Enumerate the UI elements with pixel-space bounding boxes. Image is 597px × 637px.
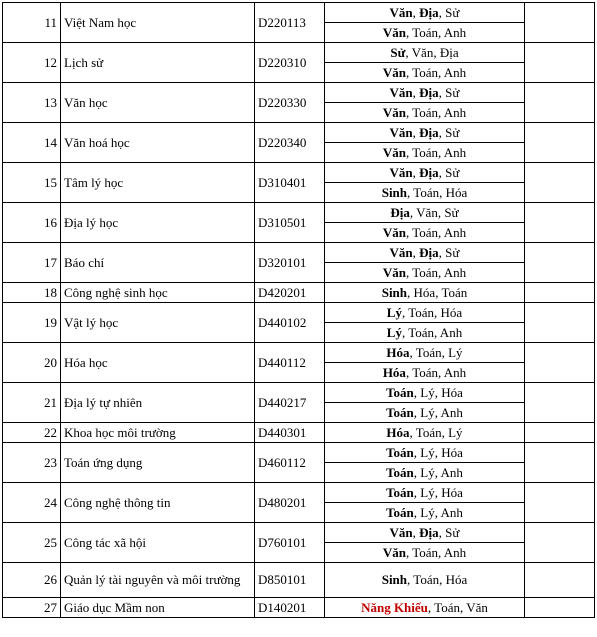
empty-cell xyxy=(525,83,595,123)
subject-text: , Sử xyxy=(438,4,460,20)
admissions-table xyxy=(2,2,595,618)
major-name: Địa lý tự nhiên xyxy=(61,383,255,423)
subject-text: , Văn, Địa xyxy=(405,44,459,60)
main-subject: Địa xyxy=(419,124,439,140)
subject-text: , Toán, Lý xyxy=(409,424,463,440)
major-name: Văn hoá học xyxy=(61,123,255,163)
subject-text: , Toán, Anh xyxy=(405,144,467,160)
subject-combo xyxy=(325,563,525,598)
main-subject: Sinh xyxy=(381,572,408,587)
table-row xyxy=(3,203,595,223)
subject-combo xyxy=(325,463,525,483)
row-number: 17 xyxy=(3,243,61,283)
table-row xyxy=(3,163,595,183)
subject-text: , Lý, Hóa xyxy=(413,384,463,400)
subject-text: , Toán, Anh xyxy=(405,224,467,240)
subject-text: , Sử xyxy=(438,244,460,260)
main-subject: Sử xyxy=(390,44,406,60)
main-subject: Sinh xyxy=(381,184,408,200)
major-code: D220330 xyxy=(255,83,325,123)
subject-combo xyxy=(325,383,525,403)
main-subject: Lý xyxy=(386,304,402,320)
empty-cell xyxy=(525,483,595,523)
row-number: 12 xyxy=(3,43,61,83)
subject-combo xyxy=(325,343,525,363)
main-subject: Văn xyxy=(389,244,413,260)
table-row xyxy=(3,3,595,23)
empty-cell xyxy=(525,563,595,598)
subject-text: , xyxy=(412,4,420,20)
subject-combo xyxy=(325,423,525,443)
major-name: Vật lý học xyxy=(61,303,255,343)
subject-combo xyxy=(325,63,525,83)
main-subject: Văn xyxy=(389,164,413,180)
main-subject: Địa xyxy=(390,204,410,220)
main-subject: Văn xyxy=(382,224,406,240)
main-subject: Văn xyxy=(389,124,413,140)
main-subject: Năng Khiếu xyxy=(361,599,428,615)
major-name: Khoa học môi trường xyxy=(61,423,255,443)
table-body xyxy=(3,3,595,618)
row-number: 18 xyxy=(3,283,61,303)
major-name: Giáo dục Mầm non xyxy=(61,598,255,618)
subject-text: , Lý, Anh xyxy=(413,464,463,480)
subject-text: , Toán, Hóa xyxy=(407,184,468,200)
subject-combo xyxy=(325,243,525,263)
major-name: Công nghệ sinh học xyxy=(61,283,255,303)
empty-cell xyxy=(525,443,595,483)
subject-combo xyxy=(325,103,525,123)
row-number: 23 xyxy=(3,443,61,483)
main-subject: Văn xyxy=(382,104,406,120)
major-code: D220113 xyxy=(255,3,325,43)
main-subject: Văn xyxy=(389,524,413,540)
main-subject: Văn xyxy=(382,64,406,80)
row-number: 20 xyxy=(3,343,61,383)
major-code: D320101 xyxy=(255,243,325,283)
row-number: 21 xyxy=(3,383,61,423)
subject-text: , xyxy=(412,524,420,540)
main-subject: Địa xyxy=(419,524,439,540)
major-code: D310501 xyxy=(255,203,325,243)
major-code: D220310 xyxy=(255,43,325,83)
row-number: 16 xyxy=(3,203,61,243)
subject-combo xyxy=(325,403,525,423)
table-row xyxy=(3,563,595,598)
subject-combo xyxy=(325,43,525,63)
table-row xyxy=(3,523,595,543)
subject-combo xyxy=(325,143,525,163)
subject-combo xyxy=(325,323,525,343)
subject-text: , Sử xyxy=(438,524,460,540)
table-row xyxy=(3,303,595,323)
subject-text: , Toán, Văn xyxy=(427,599,488,615)
main-subject: Văn xyxy=(389,4,413,20)
subject-combo xyxy=(325,483,525,503)
subject-text: , Toán, Hóa xyxy=(401,304,463,320)
major-code: D140201 xyxy=(255,598,325,618)
major-name: Công nghệ thông tin xyxy=(61,483,255,523)
main-subject: Toán xyxy=(386,504,414,520)
row-number: 15 xyxy=(3,163,61,203)
major-name: Báo chí xyxy=(61,243,255,283)
row-number: 13 xyxy=(3,83,61,123)
subject-text: , Toán, Anh xyxy=(405,544,467,560)
table-row xyxy=(3,383,595,403)
main-subject: Toán xyxy=(386,384,414,400)
main-subject: Văn xyxy=(389,84,413,100)
subject-text: , Sử xyxy=(438,84,460,100)
major-name: Việt Nam học xyxy=(61,3,255,43)
main-subject: Địa xyxy=(419,244,439,260)
subject-text: , Hóa, Toán xyxy=(407,284,468,300)
empty-cell xyxy=(525,43,595,83)
subject-combo xyxy=(325,3,525,23)
row-number: 19 xyxy=(3,303,61,343)
empty-cell xyxy=(525,383,595,423)
subject-combo xyxy=(325,203,525,223)
subject-combo xyxy=(325,598,525,618)
empty-cell xyxy=(525,523,595,563)
main-subject: Hóa xyxy=(386,344,410,360)
empty-cell xyxy=(525,203,595,243)
table-row xyxy=(3,423,595,443)
subject-combo xyxy=(325,543,525,563)
subject-text: , Lý, Hóa xyxy=(413,484,463,500)
empty-cell xyxy=(525,598,595,618)
subject-text: , Sử xyxy=(438,164,460,180)
empty-cell xyxy=(525,243,595,283)
table-row xyxy=(3,43,595,63)
subject-combo xyxy=(325,283,525,303)
major-code: D760101 xyxy=(255,523,325,563)
main-subject: Hóa xyxy=(386,424,410,440)
subject-text: , xyxy=(412,124,420,140)
major-code: D440112 xyxy=(255,343,325,383)
major-name: Tâm lý học xyxy=(61,163,255,203)
subject-text: , xyxy=(412,164,420,180)
subject-text: , Toán, Anh xyxy=(405,264,467,280)
subject-text: , Toán, Anh xyxy=(401,324,463,340)
subject-text: , Toán, Anh xyxy=(405,104,467,120)
major-code: D480201 xyxy=(255,483,325,523)
row-number: 24 xyxy=(3,483,61,523)
subject-text: , Văn, Sử xyxy=(409,204,459,220)
table-row xyxy=(3,243,595,263)
main-subject: Địa xyxy=(419,164,439,180)
row-number: 11 xyxy=(3,3,61,43)
empty-cell xyxy=(525,3,595,43)
major-code: D440217 xyxy=(255,383,325,423)
main-subject: Hóa xyxy=(382,364,406,380)
main-subject: Toán xyxy=(386,444,414,460)
subject-text: , Toán, Hóa xyxy=(407,572,468,587)
subject-combo xyxy=(325,443,525,463)
subject-text: , Toán, Anh xyxy=(405,24,467,40)
subject-text: , Lý, Anh xyxy=(413,404,463,420)
table-row xyxy=(3,598,595,618)
subject-text: , Sử xyxy=(438,124,460,140)
subject-combo xyxy=(325,123,525,143)
major-name: Văn học xyxy=(61,83,255,123)
subject-text: , xyxy=(412,244,420,260)
table-row xyxy=(3,343,595,363)
table-row xyxy=(3,443,595,463)
major-code: D850101 xyxy=(255,563,325,598)
major-name: Lịch sử xyxy=(61,43,255,83)
subject-combo xyxy=(325,363,525,383)
row-number: 25 xyxy=(3,523,61,563)
major-name: Quản lý tài nguyên và môi trường xyxy=(61,563,255,598)
subject-text: , xyxy=(412,84,420,100)
row-number: 26 xyxy=(3,563,61,598)
main-subject: Văn xyxy=(382,144,406,160)
empty-cell xyxy=(525,423,595,443)
subject-combo xyxy=(325,23,525,43)
major-code: D420201 xyxy=(255,283,325,303)
subject-text: , Lý, Hóa xyxy=(413,444,463,460)
major-name: Địa lý học xyxy=(61,203,255,243)
empty-cell xyxy=(525,303,595,343)
subject-combo xyxy=(325,223,525,243)
empty-cell xyxy=(525,123,595,163)
main-subject: Toán xyxy=(386,404,414,420)
row-number: 14 xyxy=(3,123,61,163)
subject-text: , Toán, Lý xyxy=(409,344,463,360)
subject-combo xyxy=(325,83,525,103)
major-code: D440301 xyxy=(255,423,325,443)
major-code: D440102 xyxy=(255,303,325,343)
major-name: Công tác xã hội xyxy=(61,523,255,563)
subject-combo xyxy=(325,503,525,523)
major-code: D460112 xyxy=(255,443,325,483)
subject-text: , Lý, Anh xyxy=(413,504,463,520)
table-row xyxy=(3,283,595,303)
row-number: 22 xyxy=(3,423,61,443)
subject-combo xyxy=(325,263,525,283)
main-subject: Văn xyxy=(382,24,406,40)
major-name: Toán ứng dụng xyxy=(61,443,255,483)
main-subject: Sinh xyxy=(381,284,408,300)
main-subject: Văn xyxy=(382,264,406,280)
subject-combo xyxy=(325,183,525,203)
table-row xyxy=(3,123,595,143)
subject-combo xyxy=(325,303,525,323)
empty-cell xyxy=(525,163,595,203)
subject-combo xyxy=(325,523,525,543)
main-subject: Văn xyxy=(382,544,406,560)
major-code: D220340 xyxy=(255,123,325,163)
row-number: 27 xyxy=(3,598,61,618)
table-row xyxy=(3,83,595,103)
subject-combo xyxy=(325,163,525,183)
main-subject: Toán xyxy=(386,484,414,500)
main-subject: Địa xyxy=(419,84,439,100)
major-name: Hóa học xyxy=(61,343,255,383)
main-subject: Toán xyxy=(386,464,414,480)
empty-cell xyxy=(525,283,595,303)
main-subject: Địa xyxy=(419,4,439,20)
subject-text: , Toán, Anh xyxy=(405,364,467,380)
major-code: D310401 xyxy=(255,163,325,203)
main-subject: Lý xyxy=(386,324,402,340)
empty-cell xyxy=(525,343,595,383)
subject-text: , Toán, Anh xyxy=(405,64,467,80)
table-row xyxy=(3,483,595,503)
